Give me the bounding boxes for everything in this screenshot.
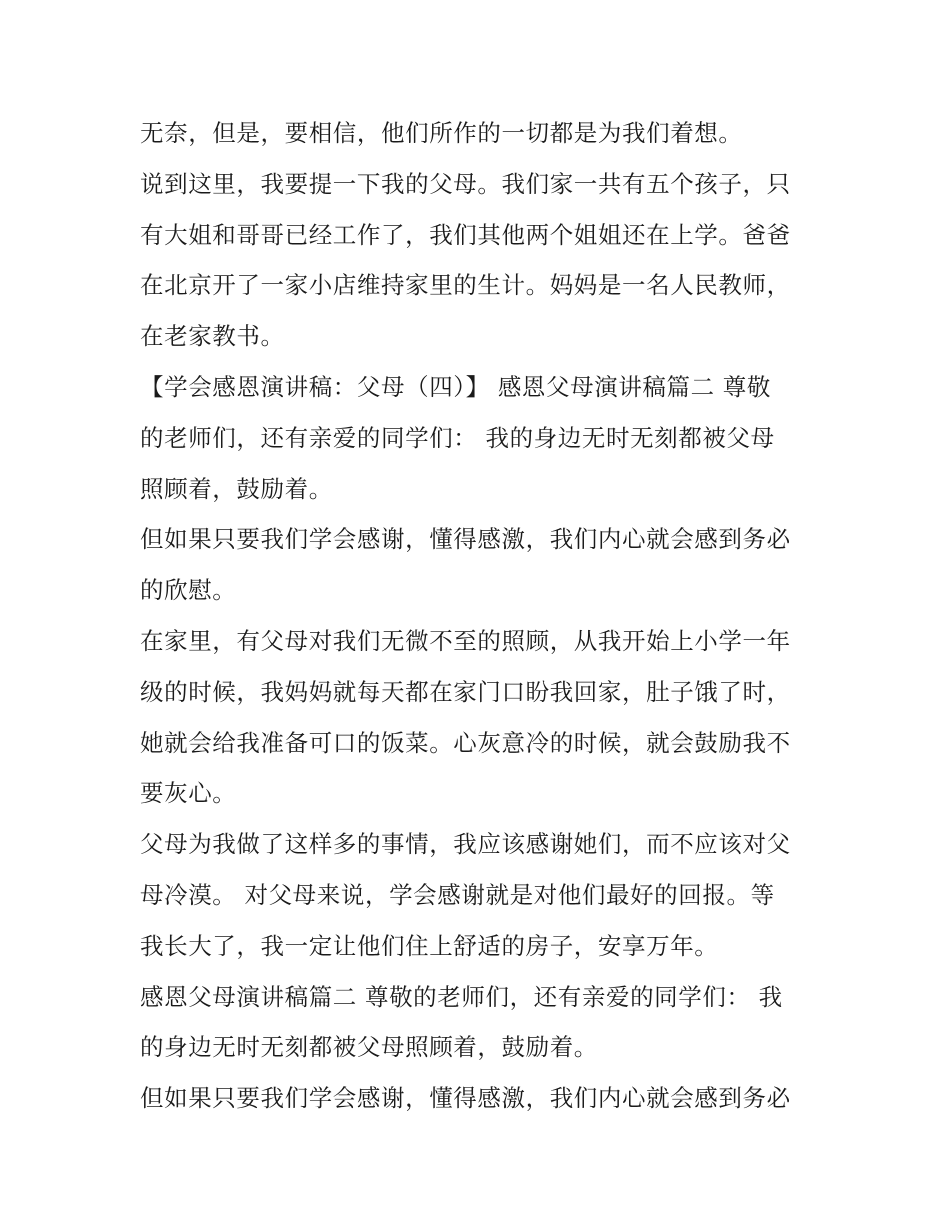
text-line: 我长大了，我一定让他们住上舒适的房子，安享万年。 [140,931,719,960]
text-line: 母冷漠。 对父母来说，学会感谢就是对他们最好的回报。等 [140,880,775,909]
document-body [140,108,820,1124]
text-line: 在家里，有父母对我们无微不至的照顾，从我开始上小学一年 [140,626,791,655]
text-line: 但如果只要我们学会感谢，懂得感激，我们内心就会感到务必 [140,1084,791,1113]
text-line: 【学会感恩演讲稿：父母（四）】 感恩父母演讲稿篇二 尊敬 [140,372,771,401]
text-line: 无奈，但是，要相信，他们所作的一切都是为我们着想。 [140,119,743,147]
text-line: 说到这里，我要提一下我的父母。我们家一共有五个孩子，只 [140,169,791,198]
text-line: 她就会给我准备可口的饭菜。心灰意冷的时候，就会鼓励我不 [140,728,791,757]
text-line: 有大姐和哥哥已经工作了，我们其他两个姐姐还在上学。爸爸 [140,220,791,249]
text-line: 照顾着，鼓励着。 [140,474,333,503]
text-line: 但如果只要我们学会感谢，懂得感激，我们内心就会感到务必 [140,525,791,554]
text-line: 在老家教书。 [140,322,285,351]
text-line: 父母为我做了这样多的事情，我应该感谢她们，而不应该对父 [140,830,791,859]
text-line: 感恩父母演讲稿篇二 尊敬的老师们，还有亲爱的同学们： 我 [140,982,783,1011]
text-line: 要灰心。 [140,779,237,808]
text-line: 的身边无时无刻都被父母照顾着，鼓励着。 [140,1033,598,1062]
text-line: 的欣慰。 [140,576,237,605]
text-line: 在北京开了一家小店维持家里的生计。妈妈是一名人民教师， [140,271,791,300]
text-line: 级的时候，我妈妈就每天都在家门口盼我回家，肚子饿了时， [140,677,791,706]
text-line: 的老师们，还有亲爱的同学们： 我的身边无时无刻都被父母 [140,423,775,452]
